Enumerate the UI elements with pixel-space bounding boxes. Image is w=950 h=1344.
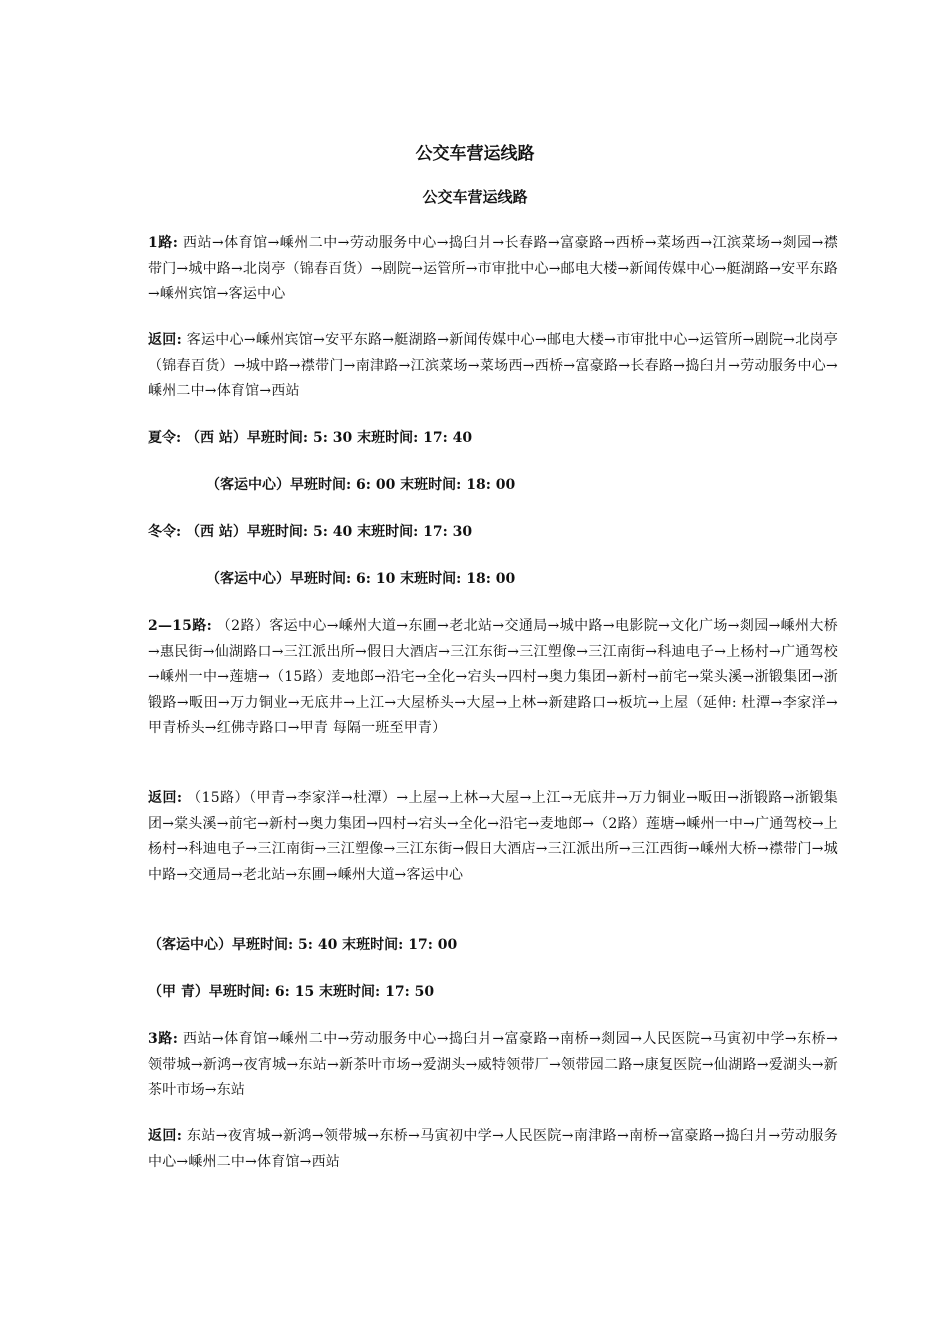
- route-3-return-paragraph: [148, 1124, 838, 1175]
- route-1-summer-terminal-schedule: （客运中心）早班时间: 6: 00 末班时间: 18: 00: [206, 477, 516, 493]
- route-1-stops: 西站→体育馆→嵊州二中→劳动服务中心→捣臼爿→长春路→富豪路→西桥→菜场西→江滨菜场→剡园→襟带门→城中路→北岗亭（锦春百货）→剧院→运管所→市审批中心→邮电大楼→新闻传媒中心→艇湖路→安平东路→嵊州宾馆→客运中心: [148, 235, 839, 302]
- document-title: 公交车营运线路: [415, 144, 535, 164]
- route-3-return-stops: 东站→夜宵城→新鸿→领带城→东桥→马寅初中学→人民医院→南津路→南桥→富豪路→捣臼爿→劳动服务中心→嵊州二中→体育馆→西站: [148, 1128, 838, 1170]
- route-1-winter-terminal-schedule: （客运中心）早班时间: 6: 10 末班时间: 18: 00: [206, 571, 516, 587]
- route-3-paragraph: [148, 1027, 838, 1104]
- route-2-15-paragraph: [148, 614, 838, 742]
- route-2-15-return-stops: （15路）（甲青→李家洋→杜潭）→上屋→上林→大屋→上江→无底井→万力铜业→畈田→浙锻路→浙锻集团→棠头溪→前宅→新村→奥力集团→四村→宕头→全化→沿宅→麦地郎→（2路）莲塘→嵊州一中→广通驾校→上杨村→科迪电子→三江南街→三江塑像→三江东街→假日大酒店→三江派出所→三江西街→嵊州大桥→襟带门→城中路→交通局→老北站→东圃→嵊州大道→客运中心: [148, 790, 838, 883]
- route-1-summer-west-schedule: 夏令: （西 站）早班时间: 5: 30 末班时间: 17: 40: [148, 430, 473, 446]
- route-3-stops: 西站→体育馆→嵊州二中→劳动服务中心→捣臼爿→富豪路→南桥→剡园→人民医院→马寅初中学→东桥→领带城→新鸿→夜宵城→东站→新茶叶市场→爱湖头→威特领带厂→领带园二路→康复医院→仙湖路→爱湖头→新茶叶市场→东站: [148, 1031, 839, 1098]
- route-2-15-return-paragraph: [148, 786, 838, 888]
- route-2-15-jiaqing-schedule: （甲 青）早班时间: 6: 15 末班时间: 17: 50: [148, 984, 435, 1000]
- route-1-return-label: 返回:: [148, 332, 182, 348]
- route-2-15-label: 2—15路:: [148, 618, 212, 634]
- route-1-return-stops: 客运中心→嵊州宾馆→安平东路→艇湖路→新闻传媒中心→邮电大楼→市审批中心→运管所→剧院→北岗亭（锦春百货）→城中路→襟带门→南津路→江滨菜场→菜场西→西桥→富豪路→长春路→捣臼爿→劳动服务中心→嵊州二中→体育馆→西站: [148, 332, 838, 399]
- route-3-label: 3路:: [148, 1031, 179, 1047]
- route-1-return-paragraph: [148, 328, 838, 405]
- route-1-label: 1路:: [148, 235, 179, 251]
- route-1-paragraph: [148, 231, 838, 308]
- route-1-winter-west-schedule: 冬令: （西 站）早班时间: 5: 40 末班时间: 17: 30: [148, 524, 473, 540]
- route-2-15-terminal-schedule: （客运中心）早班时间: 5: 40 末班时间: 17: 00: [148, 937, 458, 953]
- route-2-15-stops: （2路）客运中心→嵊州大道→东圃→老北站→交通局→城中路→电影院→文化广场→剡园→嵊州大桥→惠民街→仙湖路口→三江派出所→假日大酒店→三江东街→三江塑像→三江南街→科迪电子→上杨村→广通驾校→嵊州一中→莲塘→（15路）麦地郎→沿宅→全化→宕头→四村→奥力集团→新村→前宅→棠头溪→浙锻集团→浙锻路→畈田→万力铜业→无底井→上江→大屋桥头→大屋→上林→新建路口→板坑→上屋（延伸: 杜潭→李家洋→甲青桥头→红佛寺路口→甲青 每隔一班至甲青）: [148, 618, 838, 736]
- route-2-15-return-label: 返回:: [148, 790, 183, 806]
- document-subtitle: 公交车营运线路: [422, 188, 528, 206]
- route-3-return-label: 返回:: [148, 1128, 183, 1144]
